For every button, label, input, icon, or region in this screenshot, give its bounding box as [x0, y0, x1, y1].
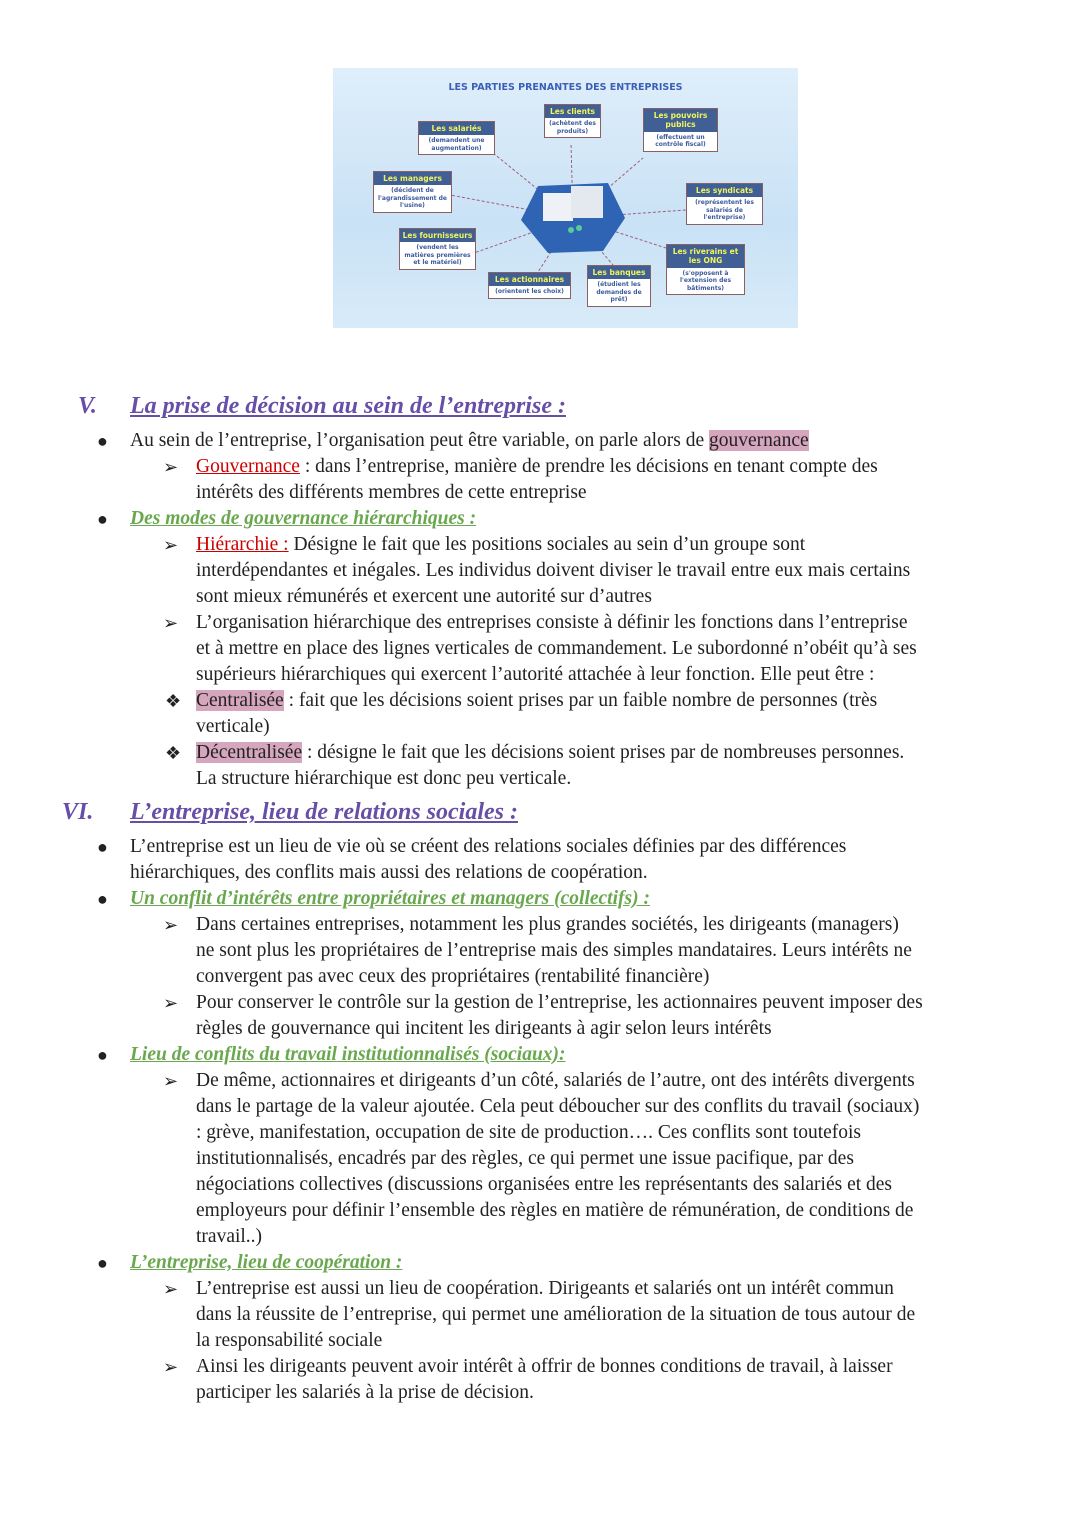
definition: Décentralisée : désigne le fait que les décisions soient prises par de nombreuses personnes.: [196, 742, 905, 763]
bullet-icon: ●: [97, 1045, 108, 1065]
stakeholder-name: Les riverains et les ONG: [667, 245, 744, 268]
definition: Hiérarchie : Désigne le fait que les positions sociales au sein d’un groupe sont: [196, 534, 806, 555]
section-title: [130, 393, 566, 420]
text-line: convergent pas avec ceux des propriétaires (rentabilité financière): [196, 966, 710, 987]
stakeholder-name: Les fournisseurs: [400, 229, 475, 242]
stakeholder-desc: (décident de l'agrandissement de l'usine): [378, 187, 447, 210]
bullet-icon: ●: [97, 1253, 108, 1273]
arrow-bullet-icon: ➢: [163, 457, 179, 477]
text-line: L’organisation hiérarchique des entreprises consiste à définir les fonctions dans l’entreprise: [196, 612, 908, 633]
stakeholder-box: [587, 265, 651, 307]
text-line: De même, actionnaires et dirigeants d’un côté, salariés de l’autre, ont des intérêts divergents: [196, 1070, 915, 1091]
definition: Centralisée : fait que les décisions soient prises par un faible nombre de personnes (très: [196, 690, 878, 711]
arrow-bullet-icon: ➢: [163, 1357, 179, 1377]
text-line: hiérarchiques, des conflits mais aussi des relations de coopération.: [130, 862, 648, 883]
section-number: VI.: [62, 799, 94, 825]
subheading: L’entreprise, lieu de coopération :: [130, 1252, 403, 1273]
text-line: ne sont plus les propriétaires de l’entreprise mais des simples mandataires. Leurs intérêts ne: [196, 940, 912, 961]
stakeholder-desc: (orientent les choix): [495, 288, 564, 296]
text-line: sont mieux rémunérés et exercent une autorité sur d’autres: [196, 586, 652, 607]
stakeholder-desc: (achètent des produits): [549, 120, 596, 135]
text-line: dans la réussite de l’entreprise, qui permet une amélioration de la situation de tous autour de: [196, 1304, 916, 1325]
subheading: Un conflit d’intérêts entre propriétaires et managers (collectifs) :: [130, 888, 650, 909]
text-line: et à mettre en place des lignes verticales de commandement. Le subordonné n’obéit qu’à ses: [196, 638, 917, 659]
stakeholder-desc: (s'opposent à l'extension des bâtiments): [679, 269, 732, 292]
stakeholder-box: [418, 121, 495, 155]
section-number: V.: [78, 393, 97, 419]
stakeholder-name: Les managers: [374, 172, 451, 185]
arrow-bullet-icon: ➢: [163, 1071, 179, 1091]
text-line: L’entreprise est aussi un lieu de coopération. Dirigeants et salariés ont un intérêt commun: [196, 1278, 894, 1299]
text-line: : grève, manifestation, occupation de site de production…. Ces conflits sont toutefois: [196, 1122, 862, 1143]
text-line: interdépendantes et inégales. Les individus doivent diviser le travail entre eux mais certains: [196, 560, 911, 581]
subheading: Des modes de gouvernance hiérarchiques :: [130, 508, 477, 529]
stakeholder-name: Les salariés: [419, 122, 494, 135]
arrow-bullet-icon: ➢: [163, 915, 179, 935]
stakeholder-box: [488, 272, 571, 299]
diagram-title: LES PARTIES PRENANTES DES ENTREPRISES: [448, 82, 683, 93]
section-title: [130, 799, 518, 826]
arrow-bullet-icon: ➢: [163, 613, 179, 633]
definition: Gouvernance : dans l’entreprise, manière de prendre les décisions en tenant compte des: [196, 456, 878, 477]
stakeholder-desc: (effectuent un contrôle fiscal): [655, 133, 706, 149]
highlighted-term: gouvernance: [709, 430, 809, 451]
paragraph: Au sein de l’entreprise, l’organisation peut être variable, on parle alors de gouvernance: [130, 430, 809, 451]
text-line: verticale): [196, 716, 270, 737]
stakeholder-box: [686, 183, 763, 225]
section-title-text: La prise de décision au sein de l’entreprise :: [130, 393, 566, 419]
text-line: travail..): [196, 1226, 263, 1247]
stakeholder-name: Les syndicats: [687, 184, 762, 197]
subheading: Lieu de conflits du travail institutionnalisés (sociaux):: [130, 1044, 566, 1065]
text-line: Ainsi les dirigeants peuvent avoir intérêt à offrir de bonnes conditions de travail, à laisser: [196, 1356, 893, 1377]
text-line: employeurs pour définir l’ensemble des règles en matière de rémunération, de conditions de: [196, 1200, 914, 1221]
text-line: règles de gouvernance qui incitent les dirigeants à agir selon leurs intérêts: [196, 1018, 772, 1039]
stakeholder-box: [544, 104, 601, 138]
text-line: participer les salariés à la prise de décision.: [196, 1382, 534, 1403]
text-line: supérieurs hiérarchiques qui exercent l’autorité attachée à leur fonction. Elle peut être :: [196, 664, 875, 685]
stakeholders-diagram: [333, 68, 798, 328]
arrow-bullet-icon: ➢: [163, 1279, 179, 1299]
arrow-bullet-icon: ➢: [163, 535, 179, 555]
text-line: institutionnalisés, encadrés par des règles, ce qui permet une issue pacifique, par des: [196, 1148, 854, 1169]
text-line: la responsabilité sociale: [196, 1330, 383, 1351]
diamond-bullet-icon: ❖: [165, 743, 182, 763]
stakeholder-name: Les actionnaires: [489, 273, 570, 286]
section-title-text: L’entreprise, lieu de relations sociales :: [130, 799, 518, 825]
stakeholder-box: [666, 244, 745, 295]
stakeholder-desc: (représentent les salariés de l'entreprise): [695, 199, 754, 222]
stakeholder-desc: (vendent les matières premières et le matériel): [404, 244, 471, 267]
text-line: Dans certaines entreprises, notamment les plus grandes sociétés, les dirigeants (managers): [196, 914, 899, 935]
text-line: La structure hiérarchique est donc peu verticale.: [196, 768, 572, 789]
text-line: négociations collectives (discussions organisées entre les représentants des salariés et des: [196, 1174, 893, 1195]
text-line: intérêts des différents membres de cette entreprise: [196, 482, 587, 503]
stakeholder-name: Les clients: [545, 105, 600, 118]
arrow-bullet-icon: ➢: [163, 993, 179, 1013]
text-line: Pour conserver le contrôle sur la gestion de l’entreprise, les actionnaires peuvent imposer des: [196, 992, 923, 1013]
bullet-icon: ●: [97, 431, 108, 451]
bullet-icon: ●: [97, 509, 108, 529]
text-line: L’entreprise est un lieu de vie où se créent des relations sociales définies par des différences: [130, 836, 847, 857]
stakeholder-box: [399, 228, 476, 270]
stakeholder-name: Les banques: [588, 266, 650, 279]
bullet-icon: ●: [97, 837, 108, 857]
diamond-bullet-icon: ❖: [165, 691, 182, 711]
stakeholder-box: [373, 171, 452, 213]
text-line: dans le partage de la valeur ajoutée. Cela peut déboucher sur des conflits du travail (sociaux): [196, 1096, 920, 1117]
stakeholder-name: Les pouvoirs publics: [644, 109, 717, 132]
stakeholder-desc: (étudient les demandes de prêt): [596, 281, 642, 304]
stakeholder-box: [643, 108, 718, 152]
stakeholder-desc: (demandent une augmentation): [428, 137, 485, 152]
bullet-icon: ●: [97, 889, 108, 909]
